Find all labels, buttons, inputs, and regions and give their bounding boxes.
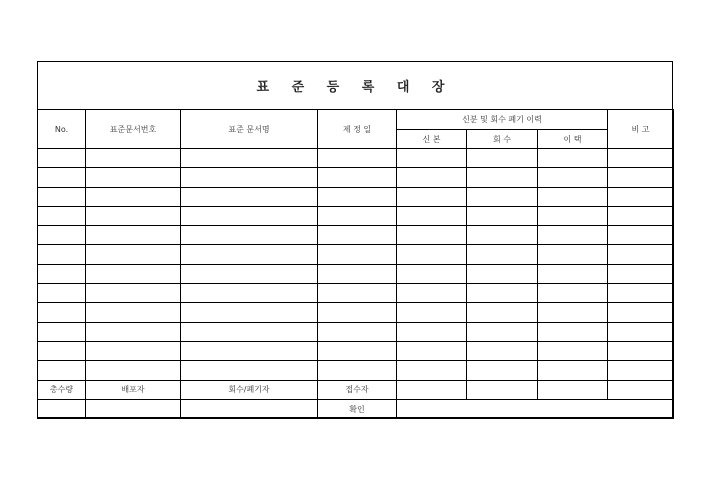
footer-row-1 (38, 380, 674, 399)
form-title: 표 준 등 록 대 장 (38, 62, 672, 110)
footer-receiver-label: 접수자 (318, 380, 397, 399)
table-row (38, 187, 674, 206)
table-row (38, 341, 674, 360)
header-sub-recall: 회 수 (467, 130, 538, 149)
header-no: No. (38, 110, 86, 149)
footer-total-label: 총수량 (38, 380, 86, 399)
table-row (38, 322, 674, 341)
header-doc-number: 표준문서번호 (86, 110, 181, 149)
header-sub-move: 이 택 (538, 130, 608, 149)
registry-table (37, 109, 674, 419)
header-doc-name: 표준 문서명 (181, 110, 318, 149)
table-row (38, 303, 674, 322)
table-row (38, 361, 674, 380)
footer-confirm-label: 확인 (318, 399, 397, 418)
footer-row-2 (38, 399, 674, 418)
header-remark: 비 고 (608, 110, 674, 149)
table-row (38, 206, 674, 225)
table-row (38, 226, 674, 245)
table-row (38, 264, 674, 283)
header-history: 신분 및 회수 폐기 이력 (397, 110, 608, 130)
table-row (38, 149, 674, 168)
table-row (38, 245, 674, 264)
table-row (38, 284, 674, 303)
table-row (38, 168, 674, 187)
footer-distributor-label: 배포자 (86, 380, 181, 399)
header-date: 제 정 일 (318, 110, 397, 149)
header-sub-new: 신 본 (397, 130, 467, 149)
footer-recall-discard-label: 회수/폐기자 (181, 380, 318, 399)
header-row-1 (38, 110, 674, 130)
standard-registry-form (37, 61, 673, 418)
